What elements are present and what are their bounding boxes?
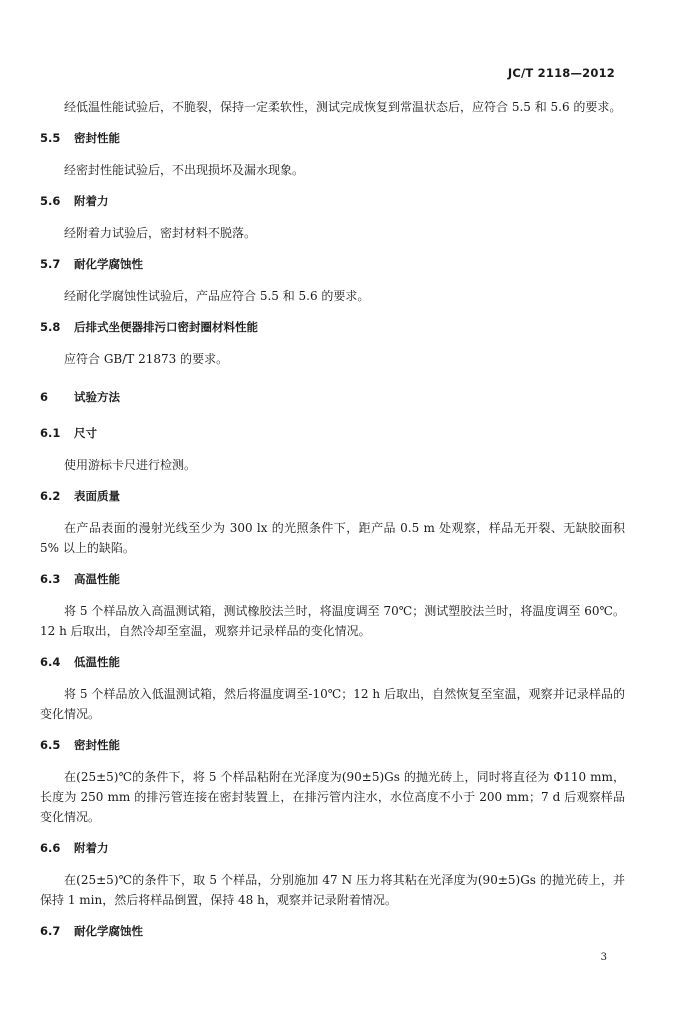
paragraph-gbt-requirement: 应符合 GB/T 21873 的要求。 bbox=[64, 352, 229, 366]
section-number: 6.6 bbox=[40, 841, 61, 855]
paragraph-adhesion-result: 经附着力试验后，密封材料不脱落。 bbox=[64, 226, 257, 240]
section-heading-5-8 bbox=[40, 319, 625, 335]
section-heading-6-2 bbox=[40, 488, 625, 504]
section-heading-5-5 bbox=[40, 130, 625, 146]
section-heading-5-7 bbox=[40, 256, 625, 272]
section-number: 6.7 bbox=[40, 924, 61, 938]
paragraph-surface-method: 在产品表面的漫射光线至少为 300 lx 的光照条件下，距产品 0.5 m 处观察，样品无开裂、无缺胶面积 5% 以上的缺陷。 bbox=[40, 521, 625, 555]
section-title: 密封性能 bbox=[74, 738, 120, 752]
section-heading-6-4 bbox=[40, 654, 625, 670]
paragraph-high-temp-method: 将 5 个样品放入高温测试箱，测试橡胶法兰时，将温度调至 70℃；测试塑胶法兰时，将温度调至 60℃。12 h 后取出，自然冷却至室温，观察并记录样品的变化情况。 bbox=[40, 604, 625, 638]
section-title: 密封性能 bbox=[74, 131, 120, 145]
standard-number-header: JC/T 2118—2012 bbox=[507, 66, 615, 80]
section-heading-6-6 bbox=[40, 840, 625, 856]
section-title: 后排式坐便器排污口密封圈材料性能 bbox=[74, 320, 258, 334]
paragraph-adhesion-method: 在(25±5)℃的条件下，取 5 个样品，分别施加 47 N 压力将其粘在光泽度为(90±5)Gs 的抛光砖上，并保持 1 min，然后将样品倒置，保持 48 h，观察并记录附着情况。 bbox=[40, 873, 625, 907]
page-number: 3 bbox=[600, 952, 607, 963]
section-number: 6.1 bbox=[40, 426, 61, 440]
section-title: 表面质量 bbox=[74, 489, 120, 503]
document-body bbox=[40, 97, 625, 939]
paragraph-size-method: 使用游标卡尺进行检测。 bbox=[64, 458, 197, 472]
section-number: 6.5 bbox=[40, 738, 61, 752]
paragraph-low-temp-result: 经低温性能试验后，不脆裂，保持一定柔软性，测试完成恢复到常温状态后，应符合 5.5 和 5.6 的要求。 bbox=[64, 100, 622, 114]
section-heading-6-5 bbox=[40, 737, 625, 753]
section-number: 6 bbox=[40, 390, 49, 404]
section-title: 附着力 bbox=[74, 194, 109, 208]
section-heading-6-1 bbox=[40, 425, 625, 441]
section-number: 6.3 bbox=[40, 572, 61, 586]
section-heading-5-6 bbox=[40, 193, 625, 209]
section-title: 高温性能 bbox=[74, 572, 120, 586]
paragraph-chem-result: 经耐化学腐蚀性试验后，产品应符合 5.5 和 5.6 的要求。 bbox=[64, 289, 370, 303]
section-title: 尺寸 bbox=[74, 426, 97, 440]
section-title: 耐化学腐蚀性 bbox=[74, 924, 143, 938]
section-number: 5.8 bbox=[40, 320, 61, 334]
paragraph-seal-method: 在(25±5)℃的条件下，将 5 个样品粘附在光泽度为(90±5)Gs 的抛光砖上，同时将直径为 Φ110 mm，长度为 250 mm 的排污管连接在密封装置上，在排污管内注水，水位高度不小于 200 mm；7 d 后观察样品变化情况。 bbox=[40, 770, 625, 824]
section-heading-6-3 bbox=[40, 571, 625, 587]
section-title: 试验方法 bbox=[74, 390, 120, 404]
section-title: 低温性能 bbox=[74, 655, 120, 669]
section-title: 附着力 bbox=[74, 841, 109, 855]
section-number: 6.4 bbox=[40, 655, 61, 669]
section-title: 耐化学腐蚀性 bbox=[74, 257, 143, 271]
section-number: 5.7 bbox=[40, 257, 61, 271]
section-heading-6 bbox=[40, 389, 625, 405]
paragraph-seal-result: 经密封性能试验后，不出现损坏及漏水现象。 bbox=[64, 163, 305, 177]
section-number: 5.5 bbox=[40, 131, 61, 145]
paragraph-low-temp-method: 将 5 个样品放入低温测试箱，然后将温度调至-10℃；12 h 后取出，自然恢复至室温，观察并记录样品的变化情况。 bbox=[40, 687, 625, 721]
section-number: 5.6 bbox=[40, 194, 61, 208]
section-heading-6-7 bbox=[40, 923, 625, 939]
section-number: 6.2 bbox=[40, 489, 61, 503]
